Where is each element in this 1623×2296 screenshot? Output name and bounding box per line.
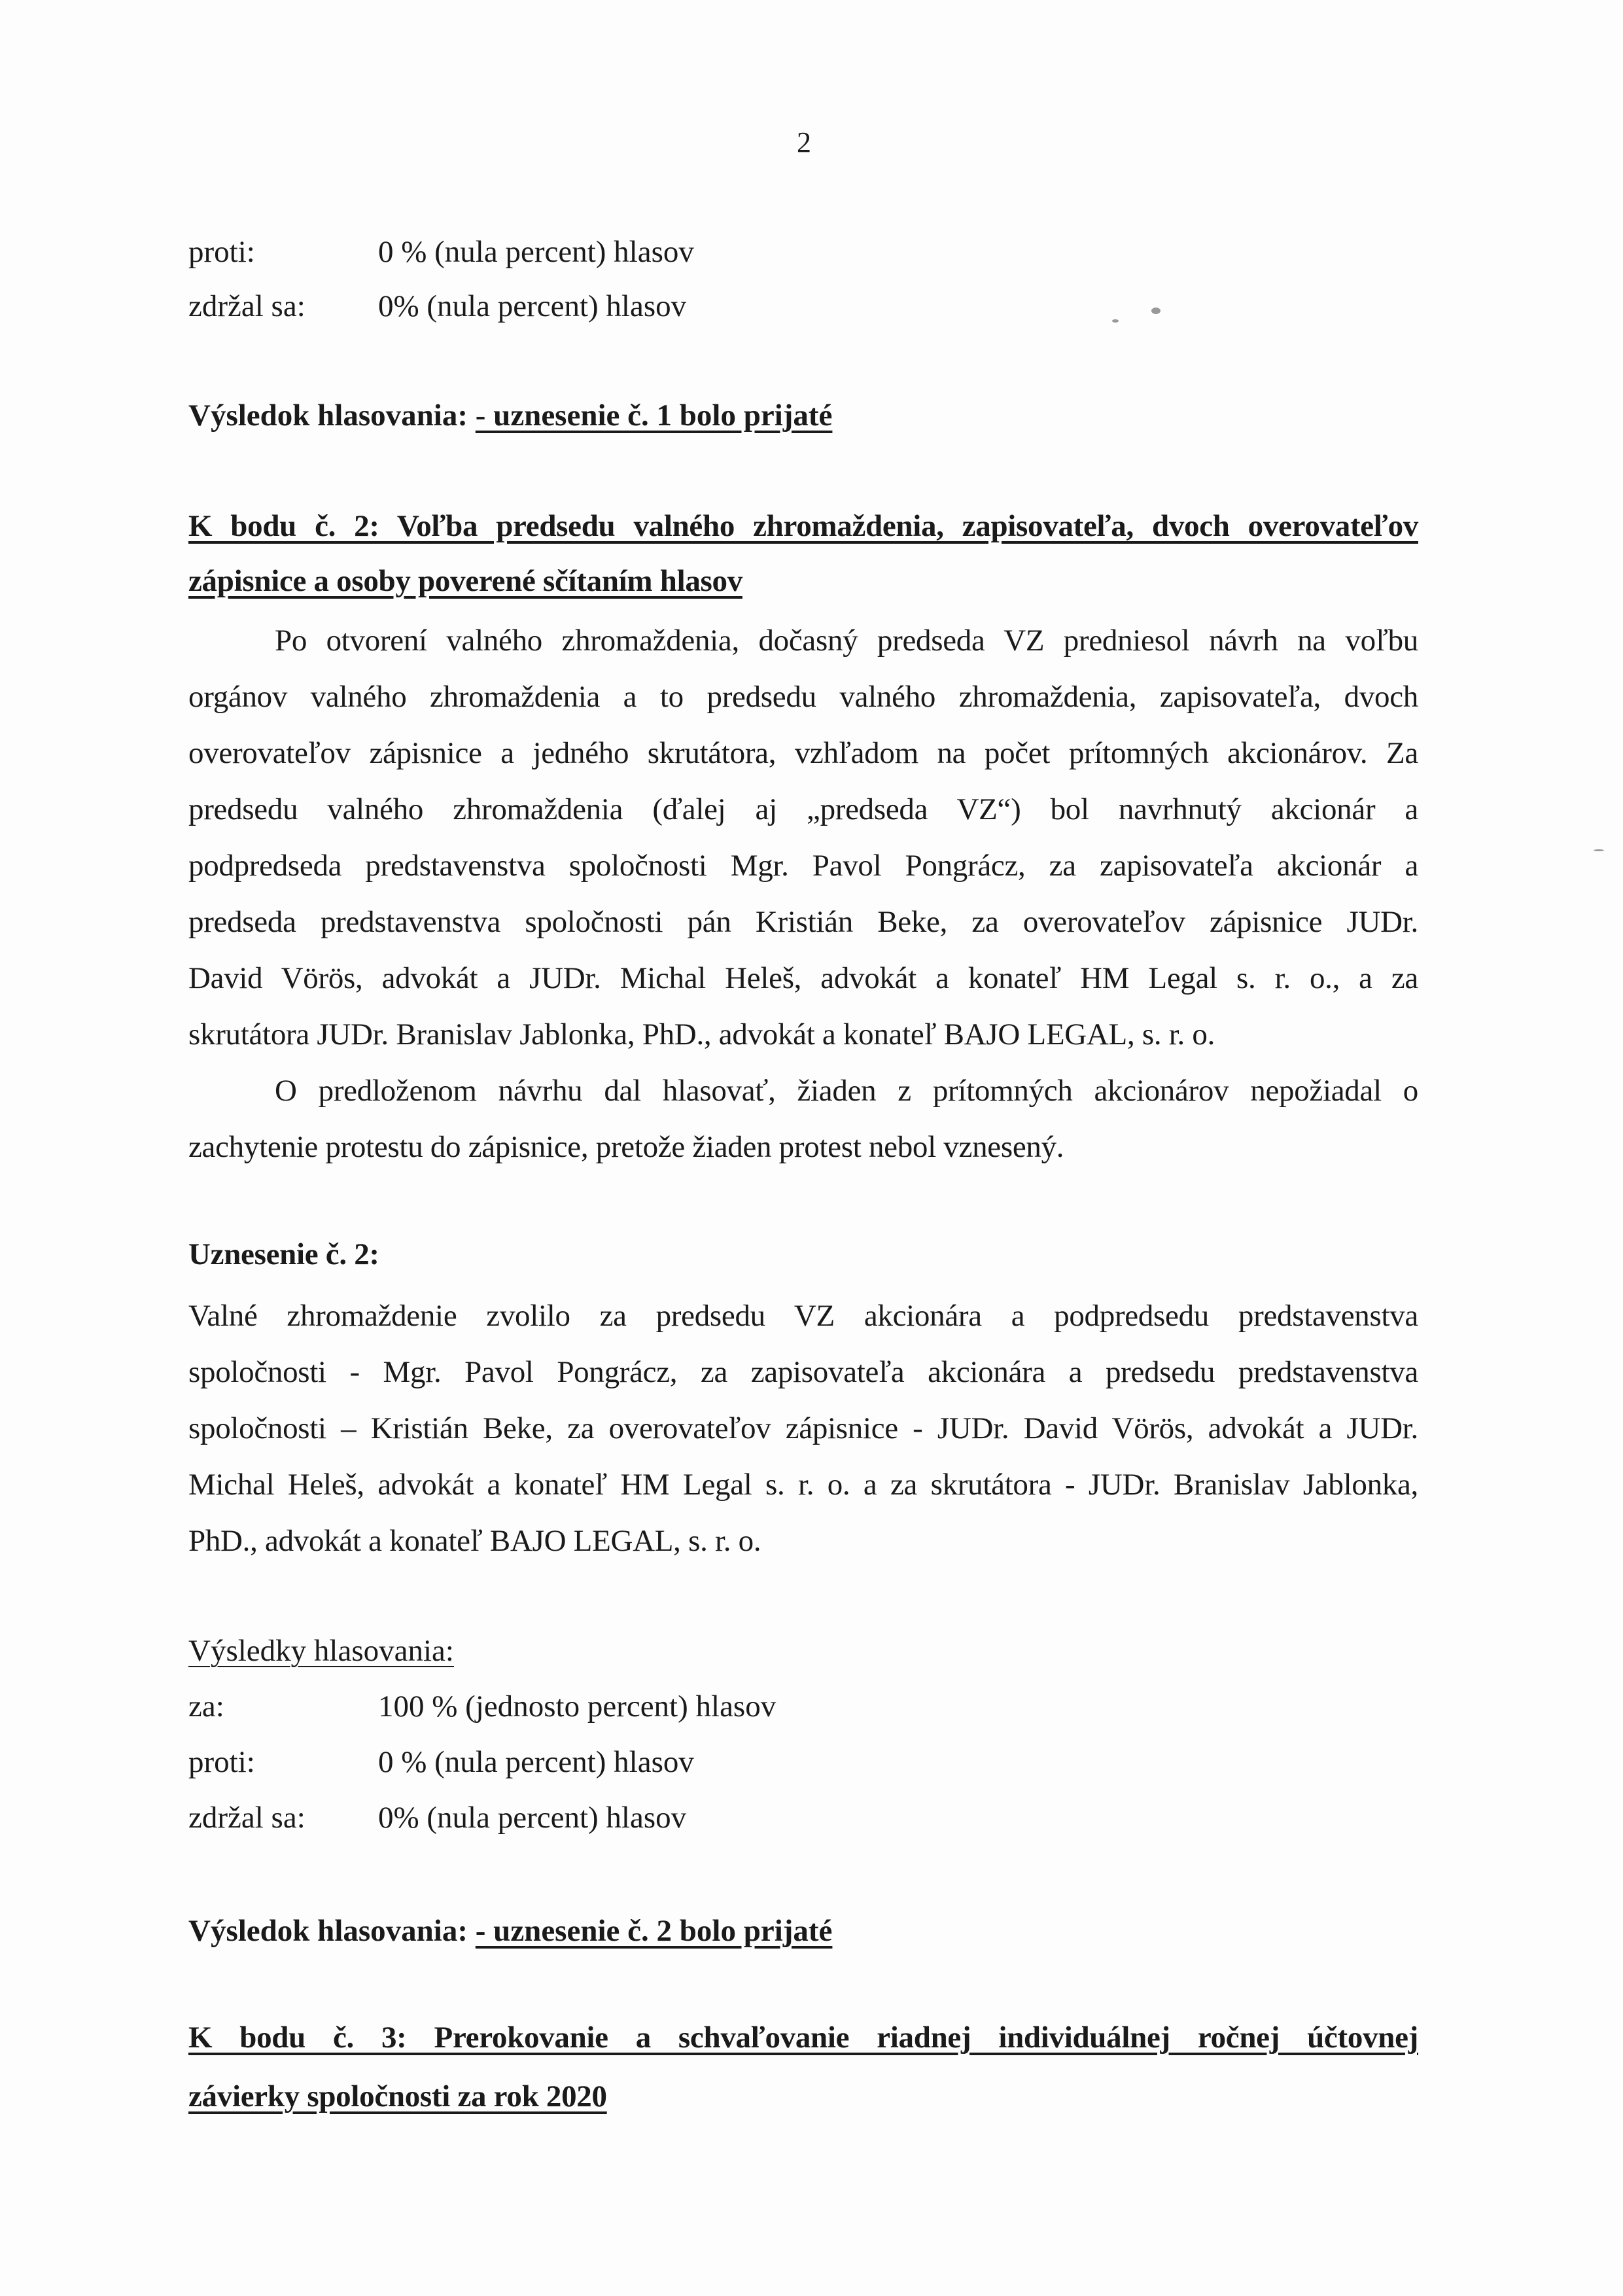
vote-label: proti:: [188, 235, 255, 269]
resolution-line: Michal Heleš, advokát a konateľ HM Legal s. r. o. a za skrutátora - JUDr. Branislav Jablonka,: [188, 1468, 1418, 1502]
section-2-heading-line-2: zápisnice a osoby poverené sčítaním hlasov: [188, 564, 742, 598]
resolution-2-title: Uznesenie č. 2:: [188, 1237, 379, 1271]
paragraph-line: O predloženom návrhu dal hlasovať, žiaden z prítomných akcionárov nepožiadal o: [275, 1074, 1418, 1108]
vote-label: za:: [188, 1689, 224, 1723]
vote-value: 0 % (nula percent) hlasov: [378, 235, 694, 269]
vote-row-abstain: [188, 291, 686, 322]
paragraph-line: zachytenie protestu do zápisnice, pretože žiaden protest nebol vznesený.: [188, 1130, 1064, 1164]
paragraph-line: predsedu valného zhromaždenia (ďalej aj „predseda VZ“) bol navrhnutý akcionár a: [188, 792, 1418, 826]
paragraph-line: Po otvorení valného zhromaždenia, dočasný predseda VZ predniesol návrh na voľbu: [275, 624, 1418, 658]
vote-value: 0 % (nula percent) hlasov: [378, 1745, 694, 1779]
voting-result-2: [188, 1916, 832, 1947]
resolution-line: Valné zhromaždenie zvolilo za predsedu VZ akcionára a podpredsedu predstavenstva: [188, 1299, 1418, 1333]
paragraph-line: orgánov valného zhromaždenia a to predsedu valného zhromaždenia, zapisovateľa, dvoch: [188, 680, 1418, 714]
vote-value: 100 % (jednosto percent) hlasov: [378, 1689, 777, 1723]
paragraph-line: overovateľov zápisnice a jedného skrutátora, vzhľadom na počet prítomných akcionárov. Za: [188, 736, 1418, 770]
vote-label: zdržal sa:: [188, 289, 305, 323]
voting-result-1: [188, 400, 832, 431]
paragraph-line: podpredseda predstavenstva spoločnosti Mgr. Pavol Pongrácz, za zapisovateľa akcionár a: [188, 849, 1418, 883]
vote-label: proti:: [188, 1745, 255, 1779]
voting-result-value: - uznesenie č. 2 bolo prijaté: [475, 1914, 833, 1948]
scan-speck: [1112, 319, 1119, 323]
paragraph-line: David Vörös, advokát a JUDr. Michal Heleš, advokát a konateľ HM Legal s. r. o., a za: [188, 961, 1418, 995]
resolution-line: spoločnosti - Mgr. Pavol Pongrácz, za zapisovateľa akcionára a predsedu predstavenstva: [188, 1355, 1418, 1389]
resolution-line: spoločnosti – Kristián Beke, za overovateľov zápisnice - JUDr. David Vörös, advokát a JUDr.: [188, 1411, 1418, 1445]
section-3-heading-line-2: závierky spoločnosti za rok 2020: [188, 2079, 607, 2113]
resolution-line: PhD., advokát a konateľ BAJO LEGAL, s. r. o.: [188, 1524, 761, 1558]
voting-result-value: - uznesenie č. 1 bolo prijaté: [475, 398, 833, 433]
section-3-heading-line-1: K bodu č. 3: Prerokovanie a schvaľovanie riadnej individuálnej ročnej účtovnej: [188, 2021, 1418, 2055]
vote-value: 0% (nula percent) hlasov: [378, 1801, 687, 1835]
voting-result-label: Výsledok hlasovania:: [188, 398, 468, 433]
vote-row-abstain: [188, 1803, 686, 1833]
vote-row-against: [188, 237, 694, 268]
voting-result-label: Výsledok hlasovania:: [188, 1914, 468, 1948]
scan-speck: [1594, 849, 1604, 851]
paragraph-line: predseda predstavenstva spoločnosti pán Kristián Beke, za overovateľov zápisnice JUDr.: [188, 905, 1418, 939]
votes-title: Výsledky hlasovania:: [188, 1634, 454, 1668]
vote-value: 0% (nula percent) hlasov: [378, 289, 687, 323]
vote-label: zdržal sa:: [188, 1801, 305, 1835]
section-2-heading-line-1: K bodu č. 2: Voľba predsedu valného zhromaždenia, zapisovateľa, dvoch overovateľov: [188, 509, 1418, 543]
paragraph-line: skrutátora JUDr. Branislav Jablonka, PhD., advokát a konateľ BAJO LEGAL, s. r. o.: [188, 1017, 1215, 1051]
scan-speck: [1151, 308, 1161, 314]
vote-row-for: [188, 1691, 776, 1722]
page-number: 2: [797, 126, 811, 158]
vote-row-against: [188, 1747, 694, 1778]
